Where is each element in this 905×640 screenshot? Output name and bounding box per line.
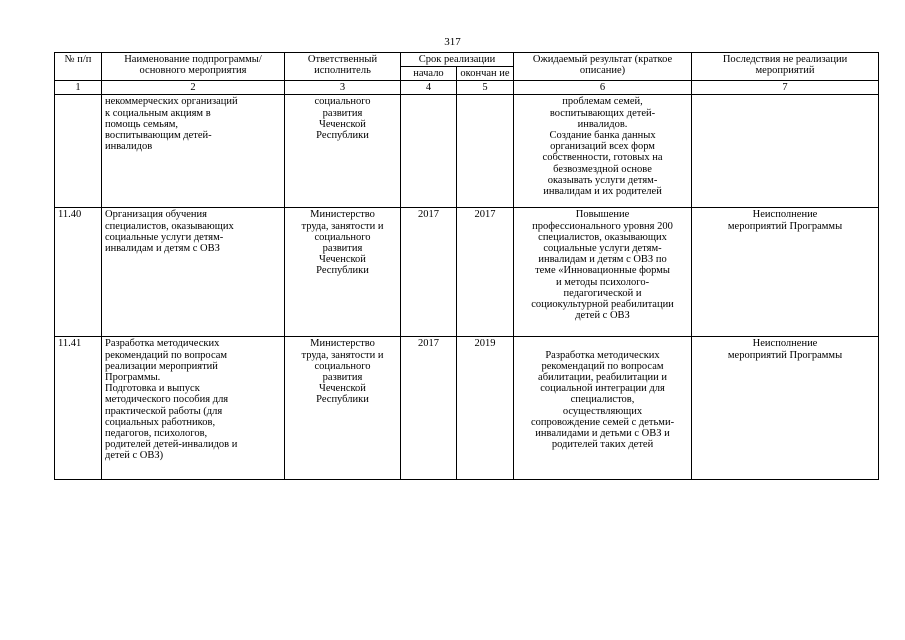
expected-result: Разработка методических рекомендаций по вопросам абилитации, реабилитации и социальной интеграции для специалистов, осуществляющих сопровождение семей с детьми- инвалидами и детьми с ОВЗ и родителей таких детей: [514, 337, 692, 480]
activity-name: Разработка методических рекомендаций по вопросам реализации мероприятий Программы. Подготовка и выпуск методического пособия для практической работы (для социальных работников, педагогов, психологов, родителей детей-инвалидов и детей с ОВЗ): [102, 337, 285, 480]
table-row: [55, 337, 879, 480]
program-activities-table: [54, 52, 879, 480]
table-row: [55, 95, 879, 208]
page-number: 317: [444, 36, 461, 48]
end-year: 2017: [457, 208, 514, 337]
expected-result: Повышение профессионального уровня 200 специалистов, оказывающих социальные услуги детям- инвалидам и детям с ОВЗ по теме «Инновационные формы и методы психолого- педагогической и социокультурной реабилитации детей с ОВЗ: [514, 208, 692, 337]
start-year: 2017: [401, 208, 457, 337]
responsible-executor: Министерство труда, занятости и социального развития Чеченской Республики: [285, 337, 401, 480]
column-number: 7: [692, 81, 879, 95]
column-number: 4: [401, 81, 457, 95]
row-number: 11.41: [55, 337, 102, 480]
column-number: 3: [285, 81, 401, 95]
activity-name: некоммерческих организаций к социальным акциям в помощь семьям, воспитывающим детей- инвалидов: [102, 95, 285, 208]
end-year: 2019: [457, 337, 514, 480]
consequences: Неисполнение мероприятий Программы: [692, 208, 879, 337]
column-number: 2: [102, 81, 285, 95]
header-responsible: Ответственный исполнитель: [285, 53, 401, 81]
header-consequences: Последствия не реализации мероприятий: [692, 53, 879, 81]
start-year: [401, 95, 457, 208]
start-year: 2017: [401, 337, 457, 480]
column-number: 1: [55, 81, 102, 95]
column-number: 6: [514, 81, 692, 95]
row-number: 11.40: [55, 208, 102, 337]
responsible-executor: Министерство труда, занятости и социального развития Чеченской Республики: [285, 208, 401, 337]
header-start: начало: [401, 67, 457, 81]
table-row: [55, 208, 879, 337]
end-year: [457, 95, 514, 208]
expected-result: проблемам семей, воспитывающих детей- инвалидов. Создание банка данных организаций всех форм собственности, готовых на безвозмездной основе оказывать услуги детям- инвалидам и их родителей: [514, 95, 692, 208]
header-row: [55, 53, 879, 67]
row-number: [55, 95, 102, 208]
consequences: [692, 95, 879, 208]
column-number: 5: [457, 81, 514, 95]
consequences: Неисполнение мероприятий Программы: [692, 337, 879, 480]
header-period: Срок реализации: [401, 53, 514, 67]
header-result: Ожидаемый результат (краткое описание): [514, 53, 692, 81]
column-number-row: [55, 81, 879, 95]
header-name: Наименование подпрограммы/ основного мероприятия: [102, 53, 285, 81]
responsible-executor: социального развития Чеченской Республики: [285, 95, 401, 208]
activity-name: Организация обучения специалистов, оказывающих социальные услуги детям- инвалидам и детям с ОВЗ: [102, 208, 285, 337]
header-num: № п/п: [55, 53, 102, 81]
header-end: окончан ие: [457, 67, 514, 81]
